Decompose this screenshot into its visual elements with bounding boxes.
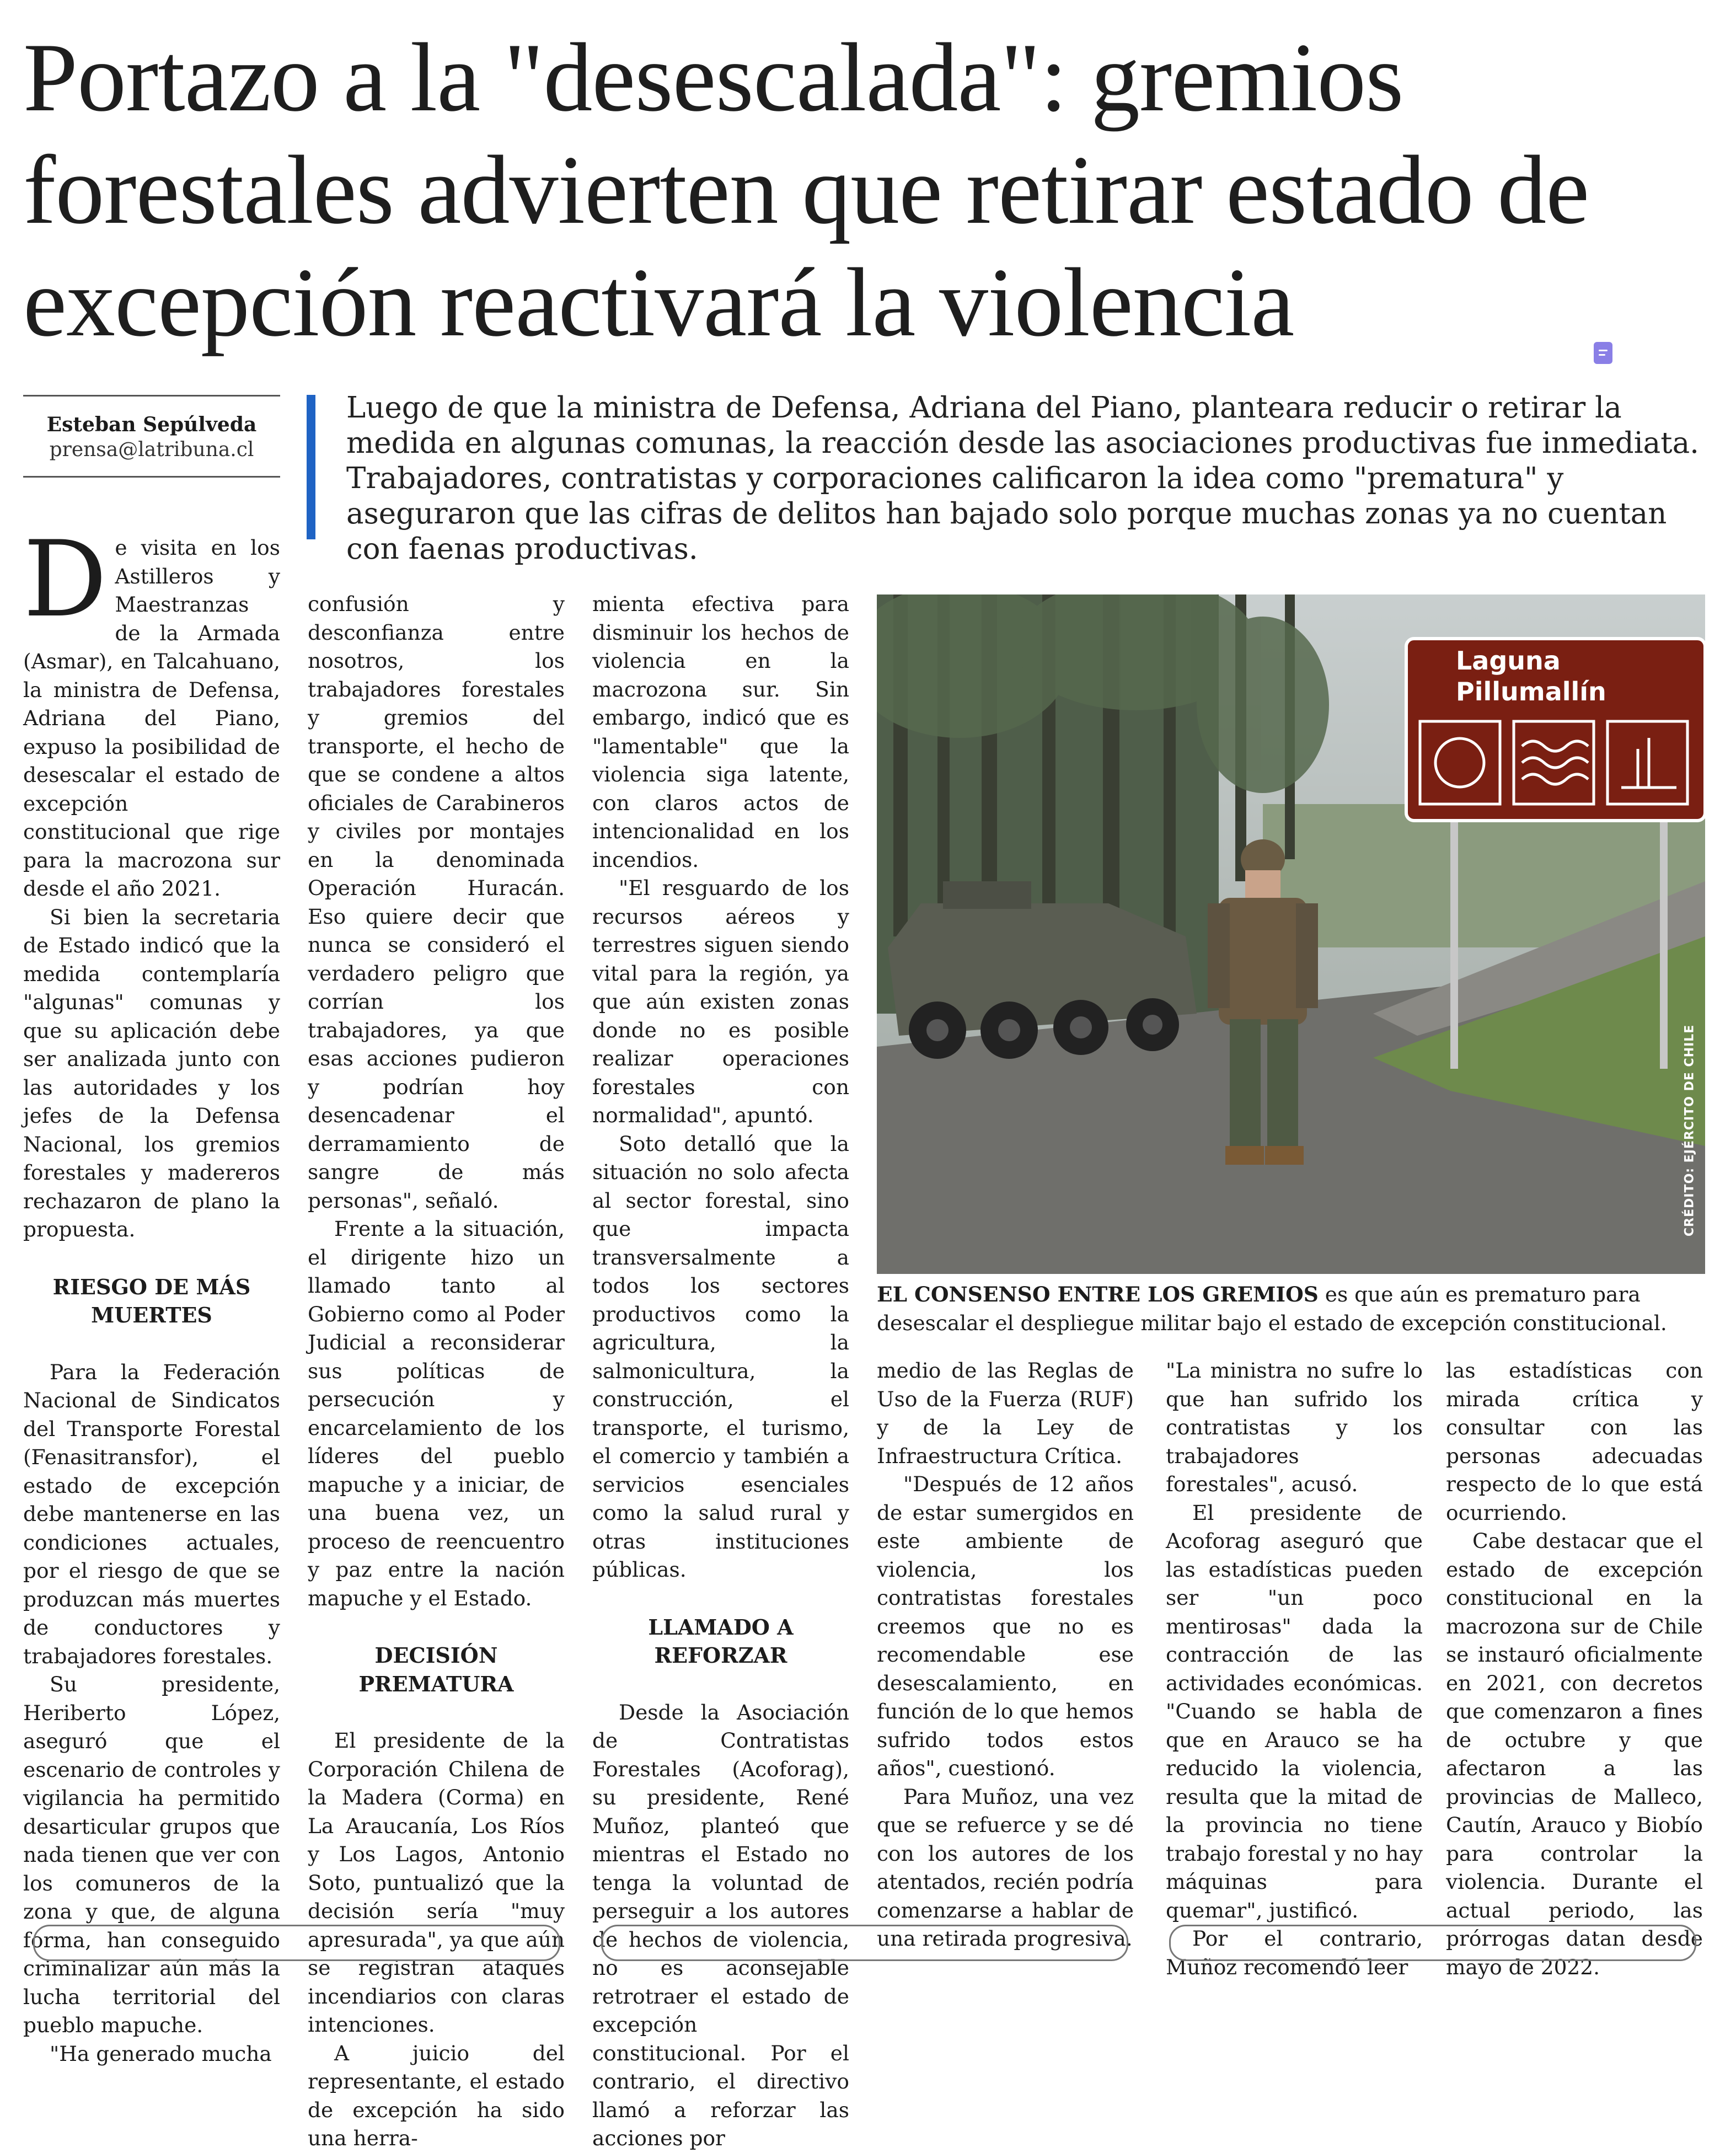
column-4 [877,1357,1134,1953]
sign-text-line-1: Laguna [1456,646,1561,676]
paragraph: El presidente de Acoforag aseguró que las estadísticas pueden ser "un poco mentirosas" dada la contracción de las actividades económicas. "Cuando se habla de que en Arauco se ha reducido la violencia, resulta que la mitad de la provincia no tiene trabajo forestal y no hay máquinas para quemar", justificó. [1166,1500,1423,1922]
footer-frame-3 [1169,1925,1696,1961]
subheading: LLAMADO A REFORZAR [648,1614,794,1668]
column-3 [592,590,849,2153]
paragraph: "El resguardo de los recursos aéreos y terrestres siguen siendo vital para la región, ya que aún existen zonas donde no es posible realizar operaciones forestales con normalidad", apuntó. [592,876,849,1127]
article-photo [877,595,1705,1274]
paragraph: De visita en los Astilleros y Maestranzas de la Armada (Asmar), en Talcahuano, la ministra de Defensa, Adriana del Piano, expuso la posibilidad de desescalar el estado de excepción constitucional que rige para la macrozona sur desde el año 2021. [23,518,280,901]
note-icon[interactable] [1594,342,1612,364]
column-2 [308,590,565,2153]
headline: Portazo a la "desescalada": gremios forestales advierten que retirar estado de excepción reactivará la violencia [23,23,1589,357]
photo-caption: EL CONSENSO ENTRE LOS GREMIOS es que aún es prematuro para desescalar el despliegue militar bajo el estado de excepción constitucional. [877,1282,1667,1335]
sign-text-line-2: Pillumallín [1456,677,1606,706]
paragraph: las estadísticas con mirada crítica y consultar con las personas adecuadas respecto de lo que está ocurriendo. [1446,1358,1703,1525]
paragraph: Para la Federación Nacional de Sindicatos del Transporte Forestal (Fenasitransfor), el estado de excepción debe mantenerse en las condiciones actuales, por el riesgo de que se produzcan más muertes de conductores y trabajadores forestales. [23,1359,280,1668]
paragraph: Para Muñoz, una vez que se refuerce y se dé con los autores de los atentados, recién podría comenzarse a hablar de una retirada progresiva. [877,1784,1134,1951]
byline [23,395,280,478]
paragraph: A juicio del representante, el estado de excepción ha sido una herra- [308,2040,565,2150]
paragraph: Si bien la secretaria de Estado indicó que la medida contemplaría "algunas" comunas y que su aplicación debe ser analizada junto con las autoridades y los jefes de la Defensa Nacional, los gremios forestales y madereros rechazaron de plano la propuesta. [23,904,280,1241]
paragraph: "Ha generado mucha [50,2041,272,2066]
lead-accent-bar [307,395,315,539]
subheading: DECISIÓN PREMATURA [358,1643,514,1696]
subheading: RIESGO DE MÁS MUERTES [52,1274,251,1327]
paragraph: "Después de 12 años de estar sumergidos en este ambiente de violencia, los contratistas forestales creemos que no es recomendable ese desescalamiento, en función de lo que hemos sufrido todos estos años", cuestionó. [877,1472,1134,1780]
footer-frame-1 [33,1925,560,1961]
column-6 [1446,1357,1703,1981]
paragraph: Desde la Asociación de Contratistas Forestales (Acoforag), su presidente, René Muñoz, planteó que mientras el Estado no tenga la voluntad de perseguir a los autores de hechos de violencia, no es aconsejable retrotraer el estado de excepción constitucional. Por el contrario, el directivo llamó a reforzar las acciones por [592,1700,849,2150]
paragraph: Frente a la situación, el dirigente hizo un llamado tanto al Gobierno como al Poder Judicial a reconsiderar sus políticas de persecución y encarcelamiento de los líderes del pueblo mapuche y a iniciar, de una buena vez, un proceso de reencuentro y paz entre la nación mapuche y el Estado. [308,1217,565,1610]
lead-paragraph: Luego de que la ministra de Defensa, Adriana del Piano, planteara reducir o retirar la medida en algunas comunas, la reacción desde las asociaciones productivas fue inmediata. Trabajadores, contratistas y corporaciones calificaron la idea como "prematura" y aseguraron que las cifras de delitos han bajado solo porque muchas zonas ya no cuentan con faenas productivas. [346,391,1700,566]
footer-frame-2 [601,1925,1128,1961]
column-1 [23,518,280,2068]
paragraph: "La ministra no sufre lo que han sufrido los contratistas y los trabajadores forestales", acusó. [1166,1358,1423,1496]
column-5 [1166,1357,1423,1981]
author-name: Esteban Sepúlveda [46,413,257,436]
paragraph: Su presidente, Heriberto López, aseguró que el escenario de controles y vigilancia ha permitido desarticular grupos que nada tienen que ver con los comuneros de la zona y que, de alguna forma, han conseguido criminalizar aún más la lucha territorial del pueblo mapuche. [23,1672,280,2037]
paragraph: Soto detalló que la situación no solo afecta al sector forestal, sino que impacta transversalmente a todos los sectores productivos como la agricultura, la salmonicultura, la construcción, el transporte, el turismo, el comercio y también a servicios esenciales como la salud rural y otras instituciones públicas. [592,1131,849,1582]
paragraph: mienta efectiva para disminuir los hechos de violencia en la macrozona sur. Sin embargo, indicó que es "lamentable" que la violencia siga latente, con claros actos de intencionalidad en los incendios. [592,592,849,872]
paragraph: confusión y desconfianza entre nosotros, los trabajadores forestales y gremios del transporte, el hecho de que se condene a altos oficiales de Carabineros y civiles por montajes en la denominada Operación Huracán. Eso quiere decir que nunca se consideró el verdadero peligro que corrían los trabajadores, ya que esas acciones pudieron y podrían hoy desencadenar el derramamiento de sangre de más personas", señaló. [308,592,565,1213]
paragraph: Cabe destacar que el estado de excepción constitucional en la macrozona sur de Chile se instauró oficialmente en 2021, con decretos que comenzaron a fines de octubre y que afectaron a las provincias de Malleco, Cautín, Arauco y Biobío para controlar la violencia. Durante el actual periodo, las prórrogas datan desde mayo de 2022. [1446,1529,1703,1979]
author-email[interactable]: prensa@latribuna.cl [49,438,254,461]
paragraph: Por el contrario, Muñoz recomendó leer [1166,1926,1423,1979]
paragraph: El presidente de la Corporación Chilena de la Madera (Corma) en La Araucanía, Los Ríos y Los Lagos, Antonio Soto, puntualizó que la decisión sería "muy apresurada", ya que aún se registran ataques incendiarios con claras intenciones. [308,1728,565,2037]
paragraph: medio de las Reglas de Uso de la Fuerza (RUF) y de la Ley de Infraestructura Crítica. [877,1358,1134,1468]
drop-cap: D [23,518,108,640]
photo-credit: CRÉDITO: EJÉRCITO DE CHILE [1683,1024,1696,1236]
